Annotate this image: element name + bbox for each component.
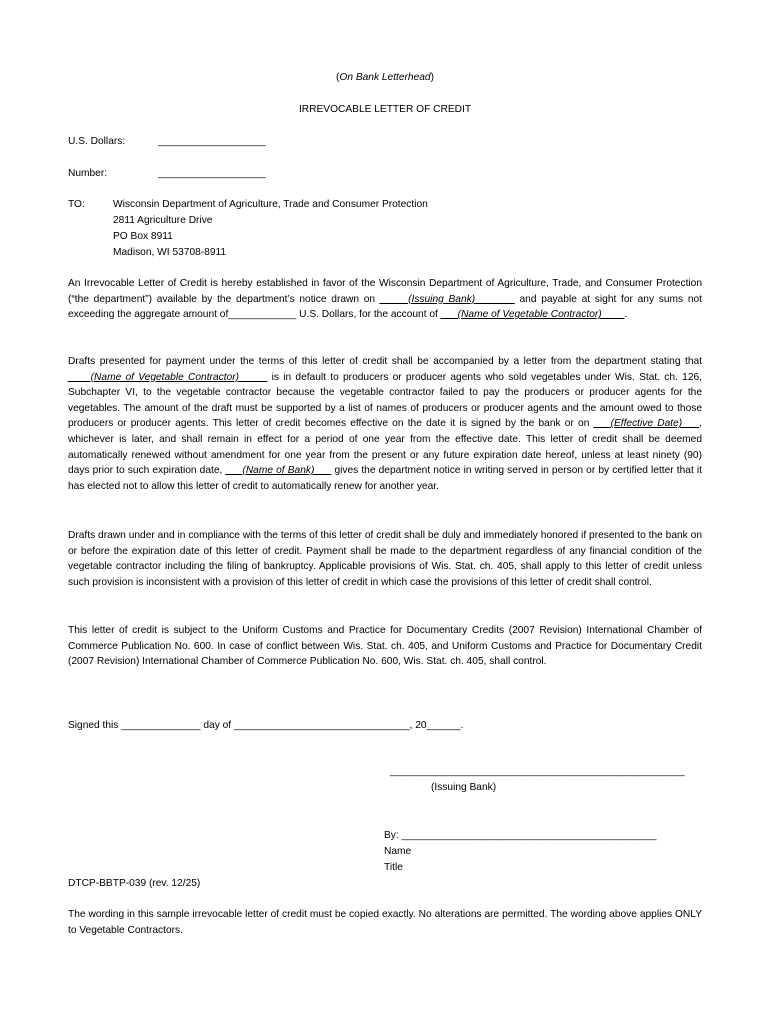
dollars-label: U.S. Dollars: [68,136,126,147]
number-blank: ___________________ [158,168,266,179]
issuing-bank-label: (Issuing Bank) [431,782,497,793]
paragraph-establishment: An Irrevocable Letter of Credit is hereby established in favor of the Wisconsin Department of Agriculture, Trade, and Consumer Protection (“the department”) available by the department’s notice drawn on _____(Issuing Bank)_______ and payable at sight for any sums not exceeding the aggregate amount of____________ U.S. Dollars, for the account of ___(Name of Vegetable Contractor)____. [68,278,702,321]
effective-date-field: ___(Effective Date)___ [593,418,700,430]
address-line-3: PO Box 8911 [113,231,173,242]
number-label: Number: [68,168,108,179]
issuing-bank-field: _____(Issuing Bank)_______ [379,293,515,305]
amount-field: ____________ [228,309,297,321]
footer-note: The wording in this sample irrevocable letter of credit must be copied exactly. No alterations are permitted. The wording above applies ONLY to Vegetable Contractors. [68,909,702,936]
address-line-2: 2811 Agriculture Drive [113,215,213,226]
bank-name-field: ___(Name of Bank)___ [225,465,332,477]
address-line-4: Madison, WI 53708-8911 [113,247,227,258]
letterhead-note: (On Bank Letterhead) [336,72,434,83]
dollars-blank: ___________________ [158,136,266,147]
paragraph-drafts-presented: Drafts presented for payment under the terms of this letter of credit shall be accompanied by a letter from the department stating that ____(Name of Vegetable Contractor)_____ is in default to producers or producer agents who sold vegetables under Wis. Stat. ch. 126, Subchapter VI, to the vegetable contractor because the vegetable contractor failed to pay the producers or producer agents for the vegetables. The amount of the draft must be supported by a list of names of producers or producer agents and the amount owed to those producers or producer agents. This letter of credit becomes effective on the date it is signed by the bank or on ___(Effective Date)___, whichever is later, and shall remain in effect for a period of one year from the effective date. This letter of credit shall be deemed automatically renewed without amendment for one year from the present or any future expiration date hereof, unless at least ninety (90) days prior to such expiration date, ___(Name of Bank)___ gives the department notice in writing served in person or by certified letter that it has elected not to allow this letter of credit to automatically renew for another year. [68,356,702,492]
address-line-1: Wisconsin Department of Agriculture, Trade and Consumer Protection [113,199,428,210]
signed-line: Signed this ______________ day of _______________________________, 20______. [68,720,464,731]
contractor-name-field: ___(Name of Vegetable Contractor)____ [440,309,625,321]
name-label: Name [384,846,412,857]
issuing-bank-line: ____________________________________________________ [390,766,685,777]
paragraph-ucp: This letter of credit is subject to the Uniform Customs and Practice for Documentary Credits (2007 Revision) International Chamber of Commerce Publication No. 600. In case of conflict between Wis. Stat. ch. 405, and Uniform Customs and Practice for Documentary Credit (2007 Revision) International Chamber of Commerce Publication No. 600, Wis. Stat. ch. 405, shall control. [68,625,702,668]
title-label: Title [384,862,403,873]
to-label: TO: [68,199,85,210]
document-title: IRREVOCABLE LETTER OF CREDIT [298,104,472,115]
by-line: By: _____________________________________________ [384,830,657,841]
paragraph-drafts-honored: Drafts drawn under and in compliance with the terms of this letter of credit shall be duly and immediately honored if presented to the bank on or before the expiration date of this letter of credit. Payment shall be made to the department regardless of any financial condition of the vegetable contractor including the filing of bankruptcy. Applicable provisions of Wis. Stat. ch. 405, shall apply to this letter of credit unless such provision is inconsistent with a provision of this letter of credit in which case the provisions of this letter of credit shall control. [68,530,702,588]
contractor-name-field: ____(Name of Vegetable Contractor)_____ [68,371,268,383]
form-id: DTCP-BBTP-039 (rev. 12/25) [68,878,201,889]
letterhead-text: On Bank Letterhead [339,72,431,83]
